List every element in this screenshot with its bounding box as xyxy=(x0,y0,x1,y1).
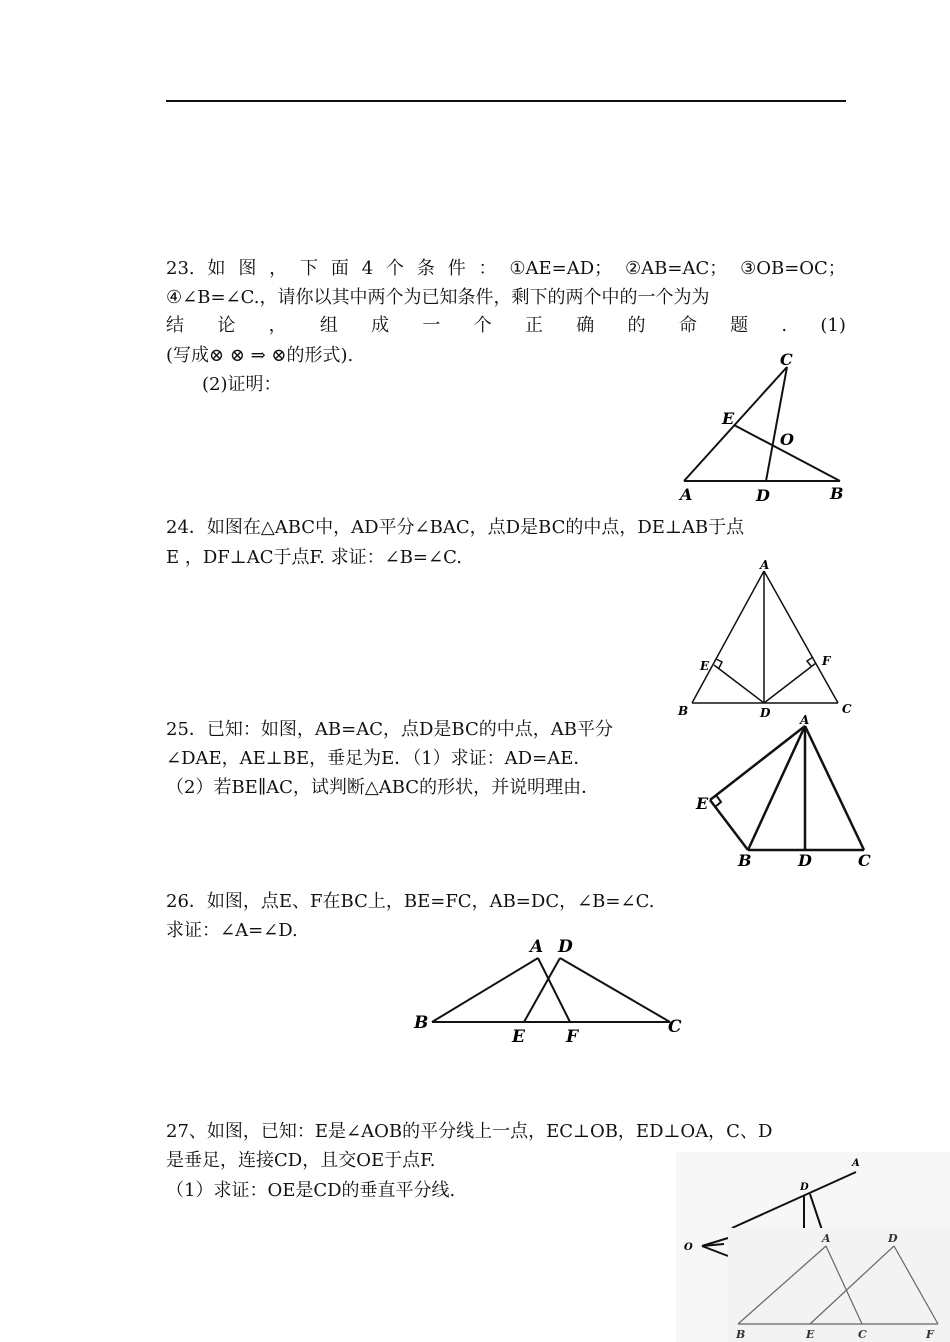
right-angle-F xyxy=(807,657,813,666)
label-A: A xyxy=(822,1232,831,1245)
label-B: B xyxy=(830,484,844,503)
label-D: D xyxy=(798,851,812,870)
label-B: B xyxy=(678,704,689,718)
label-C: C xyxy=(858,1328,867,1341)
q25-line-2: ∠DAE，AE⊥BE，垂足为E．（1）求证：AD=AE． xyxy=(166,748,592,769)
bottom-figure-background xyxy=(728,1228,950,1342)
segment-AC xyxy=(684,367,787,481)
q23-line-4: (写成⊗ ⊗ ⇒ ⊗的形式). xyxy=(166,345,354,366)
q26-line-1: 26．如图，点E、F在BC上，BE=FC，AB=DC，∠B=∠C. xyxy=(166,891,655,912)
label-E: E xyxy=(700,659,710,673)
q23-line-3: 结 论 ， 组 成 一 个 正 确 的 命 题 . (1) xyxy=(166,315,846,336)
label-A: A xyxy=(530,937,544,957)
segment-AE xyxy=(710,726,805,800)
q25-figure xyxy=(690,712,880,872)
label-D: D xyxy=(800,1182,809,1193)
q24-figure xyxy=(672,555,862,723)
label-B: B xyxy=(736,1328,746,1341)
q25-line-1: 25．已知：如图，AB=AC，点D是BC的中点，AB平分 xyxy=(166,719,613,740)
q27-line-2: 是垂足，连接CD，且交OE于点F. xyxy=(166,1150,436,1171)
segment-AB xyxy=(748,726,805,850)
label-C: C xyxy=(668,1017,682,1037)
label-D: D xyxy=(760,706,771,720)
label-D: D xyxy=(888,1232,898,1245)
label-E: E xyxy=(696,794,709,813)
segment-AC xyxy=(805,726,864,850)
segment-AB xyxy=(692,571,764,703)
label-C: C xyxy=(780,350,793,369)
segment-DF xyxy=(764,663,816,703)
segment-AC xyxy=(764,571,838,703)
q26-line-2: 求证：∠A=∠D. xyxy=(166,920,298,941)
bottom-figure xyxy=(728,1228,950,1342)
label-F: F xyxy=(926,1328,934,1341)
label-F: F xyxy=(822,654,831,668)
q27-line-3: （1）求证：OE是CD的垂直平分线. xyxy=(166,1180,456,1201)
q26-figure xyxy=(408,932,698,1047)
label-D: D xyxy=(756,486,770,505)
q23-figure xyxy=(672,345,852,510)
segment-CD xyxy=(766,367,787,481)
label-A: A xyxy=(852,1158,860,1169)
label-C: C xyxy=(858,851,871,870)
label-E: E xyxy=(512,1027,525,1047)
q23-line-1: 23. 如 图 ， 下 面 4 个 条 件 ： ①AE=AD； ②AB=AC； ③OB=OC； xyxy=(166,258,846,279)
q23-number: 23. xyxy=(166,258,195,279)
label-O: O xyxy=(780,430,794,449)
header-rule xyxy=(166,100,846,102)
label-E: E xyxy=(806,1328,815,1341)
label-A: A xyxy=(760,558,770,572)
label-D: D xyxy=(558,937,573,957)
segment-DE xyxy=(714,665,764,703)
segment-CD xyxy=(560,958,670,1022)
label-F: F xyxy=(566,1027,579,1047)
segment-BA xyxy=(432,958,538,1022)
q24-line-2: E ，DF⊥AC于点F. 求证：∠B=∠C. xyxy=(166,547,462,568)
label-O: O xyxy=(684,1242,693,1253)
q25-line-3: （2）若BE∥AC，试判断△ABC的形状，并说明理由． xyxy=(166,777,600,798)
label-E: E xyxy=(722,409,735,428)
q23-line-5: (2)证明： xyxy=(202,374,282,395)
label-B: B xyxy=(414,1013,429,1033)
q24-line-1: 24．如图在△ABC中，AD平分∠BAC，点D是BC的中点，DE⊥AB于点 xyxy=(166,517,745,538)
label-A: A xyxy=(680,485,693,504)
q27-line-1: 27、如图，已知：E是∠AOB的平分线上一点，EC⊥OB，ED⊥OA，C、D xyxy=(166,1121,773,1142)
q23-line-2: ④∠B=∠C.，请你以其中两个为已知条件，剩下的两个中的一个为为 xyxy=(166,287,710,308)
label-B: B xyxy=(738,851,752,870)
label-C: C xyxy=(842,702,852,716)
label-A: A xyxy=(800,713,810,727)
